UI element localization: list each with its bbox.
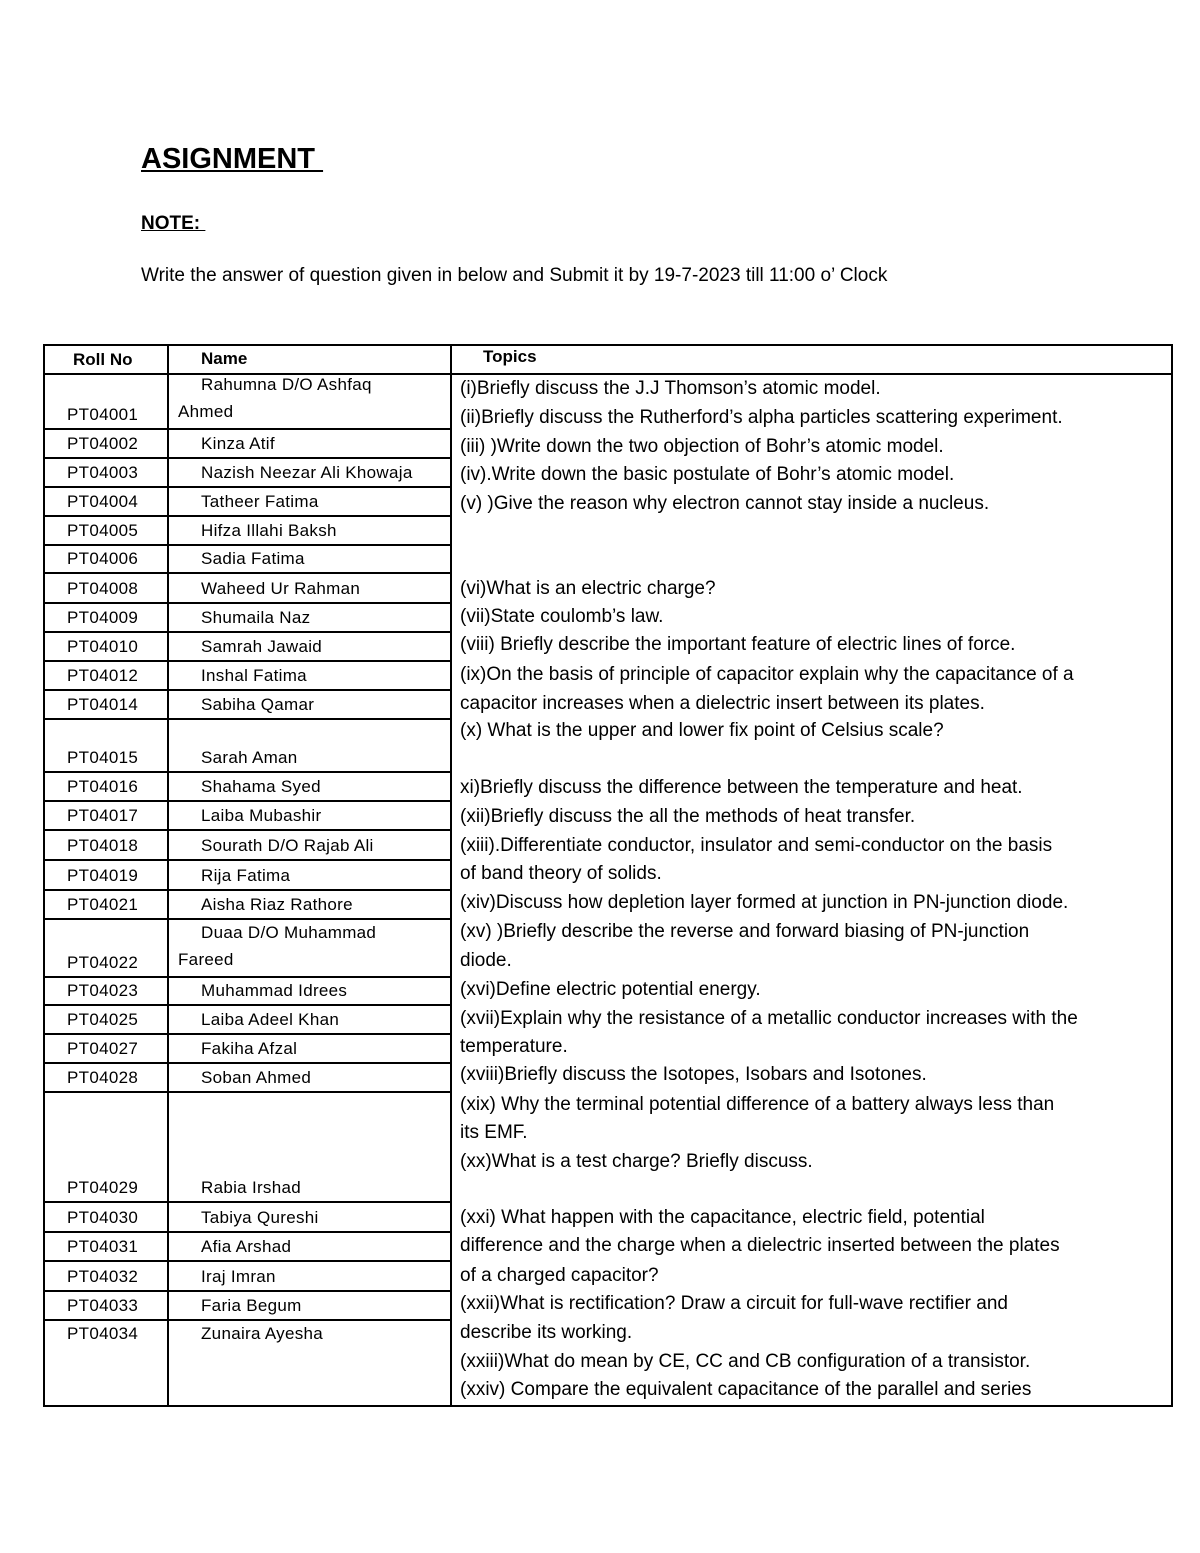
topic-line: (xv) )Briefly describe the reverse and forward biasing of PN-junction — [460, 921, 1030, 942]
topic-line: (iii) )Write down the two objection of Bohr’s atomic model. — [460, 436, 944, 457]
student-name-cell: Laiba Adeel Khan — [168, 1006, 451, 1035]
topic-line: of band theory of solids. — [460, 863, 662, 884]
student-name-cell: Tabiya Qureshi — [168, 1203, 451, 1233]
note-label: NOTE: — [141, 213, 206, 234]
student-name-cell — [168, 920, 451, 978]
topic-line: (xxiii)What do mean by CE, CC and CB configuration of a transistor. — [460, 1351, 1031, 1372]
roll-no-cell: PT04014 — [43, 691, 168, 720]
name-header: Name — [168, 344, 451, 375]
topic-line: (xiii).Differentiate conductor, insulator and semi-conductor on the basis — [460, 835, 1053, 856]
topic-line: (ii)Briefly discuss the Rutherford’s alpha particles scattering experiment. — [460, 407, 1063, 428]
topic-line: (xii)Briefly discuss the all the methods of heat transfer. — [460, 806, 916, 827]
student-name-cell: Shahama Syed — [168, 773, 451, 802]
column-divider-name-topics — [450, 344, 452, 1407]
roll-no-cell: PT04019 — [43, 861, 168, 891]
roll-no-cell: PT04025 — [43, 1006, 168, 1035]
student-name-cell: Rija Fatima — [168, 861, 451, 891]
topic-line: describe its working. — [460, 1322, 633, 1343]
topic-line: xi)Briefly discuss the difference between the temperature and heat. — [460, 777, 1023, 798]
roll-no-cell: PT04021 — [43, 891, 168, 920]
topic-line: (xvii)Explain why the resistance of a metallic conductor increases with the — [460, 1008, 1078, 1029]
topic-line: temperature. — [460, 1036, 568, 1057]
roll-no-cell: PT04008 — [43, 574, 168, 604]
topic-line: (x) What is the upper and lower fix point of Celsius scale? — [460, 720, 944, 741]
topic-line: (i)Briefly discuss the J.J Thomson’s atomic model. — [460, 378, 881, 399]
topic-line: (xviii)Briefly discuss the Isotopes, Isobars and Isotones. — [460, 1064, 927, 1085]
student-name-cell: Iraj Imran — [168, 1262, 451, 1292]
roll-no-cell: PT04031 — [43, 1233, 168, 1262]
student-name-cell: Kinza Atif — [168, 430, 451, 459]
roll-no-cell: PT04032 — [43, 1262, 168, 1292]
roll-no-cell: PT04010 — [43, 633, 168, 662]
student-name-line: Duaa D/O Muhammad — [201, 923, 377, 942]
roll-no-cell: PT04015 — [43, 720, 168, 773]
student-name-cell: Sadia Fatima — [168, 546, 451, 574]
student-name-cell: Sabiha Qamar — [168, 691, 451, 720]
roll-no-column — [43, 344, 168, 1407]
student-name-cell: Rabia Irshad — [168, 1093, 451, 1203]
topic-line: difference and the charge when a dielectric inserted between the plates — [460, 1235, 1060, 1256]
student-name-line: Fareed — [178, 950, 234, 969]
student-name-cell: Inshal Fatima — [168, 662, 451, 691]
roll-no-cell: PT04006 — [43, 546, 168, 574]
roll-no-cell: PT04027 — [43, 1035, 168, 1064]
submission-instruction: Write the answer of question given in below and Submit it by 19-7-2023 till 11:00 o’ Clock — [141, 265, 888, 286]
table-border-right — [1171, 344, 1173, 1407]
roll-no-cell: PT04029 — [43, 1093, 168, 1203]
roll-no-cell: PT04018 — [43, 831, 168, 861]
topic-line: (xxiv) Compare the equivalent capacitance of the parallel and series — [460, 1379, 1032, 1400]
roll-no-cell: PT04009 — [43, 604, 168, 633]
topic-line: (vi)What is an electric charge? — [460, 578, 716, 599]
topic-line: of a charged capacitor? — [460, 1265, 659, 1286]
student-topic-table — [43, 344, 1173, 1407]
student-name-cell: Muhammad Idrees — [168, 978, 451, 1006]
student-name-line: Rahumna D/O Ashfaq — [201, 375, 372, 394]
student-name-cell: Shumaila Naz — [168, 604, 451, 633]
student-name-cell: Fakiha Afzal — [168, 1035, 451, 1064]
student-name-cell: Hifza Illahi Baksh — [168, 517, 451, 546]
student-name-cell: Soban Ahmed — [168, 1064, 451, 1093]
roll-no-cell: PT04028 — [43, 1064, 168, 1093]
student-name-cell: Sourath D/O Rajab Ali — [168, 831, 451, 861]
roll-no-cell: PT04016 — [43, 773, 168, 802]
roll-no-cell: PT04012 — [43, 662, 168, 691]
roll-no-cell: PT04023 — [43, 978, 168, 1006]
student-name-cell: Zunaira Ayesha — [168, 1321, 451, 1407]
topic-line: diode. — [460, 950, 512, 971]
student-name-cell: Afia Arshad — [168, 1233, 451, 1262]
roll-no-cell: PT04001 — [43, 375, 168, 430]
topic-line: (iv).Write down the basic postulate of Bohr’s atomic model. — [460, 464, 955, 485]
roll-no-cell: PT04033 — [43, 1292, 168, 1321]
topic-line: (vii)State coulomb’s law. — [460, 606, 664, 627]
roll-no-cell: PT04003 — [43, 459, 168, 488]
topic-line: (xxi) What happen with the capacitance, electric field, potential — [460, 1207, 985, 1228]
roll-no-cell: PT04005 — [43, 517, 168, 546]
assignment-title: ASIGNMENT — [141, 143, 324, 175]
student-name-cell: Waheed Ur Rahman — [168, 574, 451, 604]
topic-line: (xix) Why the terminal potential difference of a battery always less than — [460, 1094, 1055, 1115]
student-name-cell: Faria Begum — [168, 1292, 451, 1321]
topic-line: capacitor increases when a dielectric insert between its plates. — [460, 693, 985, 714]
roll-no-cell: PT04017 — [43, 802, 168, 831]
column-divider-roll-name — [167, 344, 169, 1407]
topics-header: Topics — [451, 344, 1173, 375]
student-name-cell: Nazish Neezar Ali Khowaja — [168, 459, 451, 488]
topic-line: its EMF. — [460, 1122, 528, 1143]
topic-line: (ix)On the basis of principle of capacitor explain why the capacitance of a — [460, 664, 1074, 685]
student-name-cell: Samrah Jawaid — [168, 633, 451, 662]
roll-no-cell: PT04022 — [43, 920, 168, 978]
student-name-cell: Tatheer Fatima — [168, 488, 451, 517]
name-column — [168, 344, 451, 1407]
table-border-bottom — [43, 1405, 1173, 1407]
topic-line: (xxii)What is rectification? Draw a circuit for full-wave rectifier and — [460, 1293, 1008, 1314]
student-name-cell: Sarah Aman — [168, 720, 451, 773]
topic-line: (xx)What is a test charge? Briefly discuss. — [460, 1151, 813, 1172]
student-name-cell — [168, 375, 451, 430]
topic-line: (v) )Give the reason why electron cannot stay inside a nucleus. — [460, 493, 990, 514]
topic-line: (xiv)Discuss how depletion layer formed at junction in PN-junction diode. — [460, 892, 1069, 913]
table-border-top — [43, 344, 1173, 346]
roll-no-cell: PT04002 — [43, 430, 168, 459]
topics-column — [451, 344, 1173, 1407]
roll-no-header: Roll No — [43, 344, 168, 375]
student-name-cell: Laiba Mubashir — [168, 802, 451, 831]
topic-line: (viii) Briefly describe the important feature of electric lines of force. — [460, 634, 1016, 655]
student-name-line: Ahmed — [178, 402, 234, 421]
roll-no-cell: PT04004 — [43, 488, 168, 517]
table-border-left — [43, 344, 45, 1407]
roll-no-cell: PT04034 — [43, 1321, 168, 1407]
roll-no-cell: PT04030 — [43, 1203, 168, 1233]
student-name-cell: Aisha Riaz Rathore — [168, 891, 451, 920]
topic-line: (xvi)Define electric potential energy. — [460, 979, 761, 1000]
